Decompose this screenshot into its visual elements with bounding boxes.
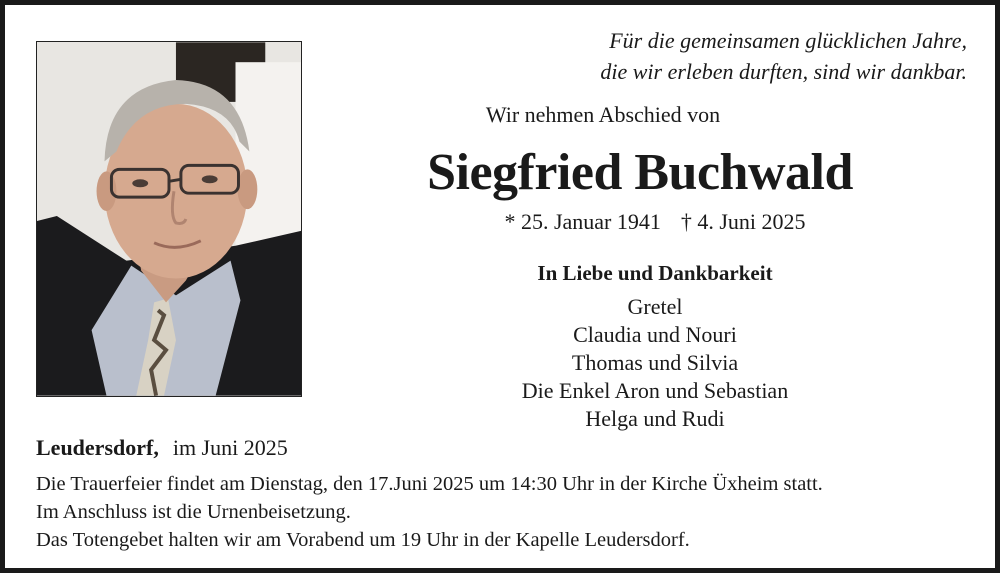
mourner-entry: Helga und Rudi xyxy=(585,406,725,431)
service-line: Das Totengebet halten wir am Vorabend um 19 Uhr in der Kapelle Leudersdorf. xyxy=(36,529,690,551)
mourner-entry: Claudia und Nouri xyxy=(573,322,737,347)
memorial-quote xyxy=(600,25,967,87)
place-and-date xyxy=(36,435,288,461)
place-name: Leudersdorf, xyxy=(36,435,159,460)
mourner-entry: Die Enkel Aron und Sebastian xyxy=(521,378,789,403)
service-line: Die Trauerfeier findet am Dienstag, den 17.Juni 2025 um 14:30 Uhr in der Kirche Üxheim statt. xyxy=(36,473,823,495)
portrait-photo xyxy=(36,41,302,397)
death-date: † 4. Juni 2025 xyxy=(680,209,806,234)
deceased-name: Siegfried Buchwald xyxy=(427,144,853,201)
mourner-entry: Thomas und Silvia xyxy=(571,350,739,375)
mourners-list xyxy=(435,293,875,433)
birth-date: * 25. Januar 1941 xyxy=(504,209,661,234)
quote-line-2: die wir erleben durften, sind wir dankbar. xyxy=(600,59,967,84)
farewell-intro: Wir nehmen Abschied von xyxy=(485,102,721,127)
quote-line-1: Für die gemeinsamen glücklichen Jahre, xyxy=(609,28,967,53)
mourner-entry: Gretel xyxy=(627,294,683,319)
mourners-heading: In Liebe und Dankbarkeit xyxy=(537,261,773,285)
life-dates xyxy=(435,209,875,235)
service-line: Im Anschluss ist die Urnenbeisetzung. xyxy=(36,501,351,523)
notice-date: im Juni 2025 xyxy=(172,435,288,460)
service-information xyxy=(36,470,823,554)
